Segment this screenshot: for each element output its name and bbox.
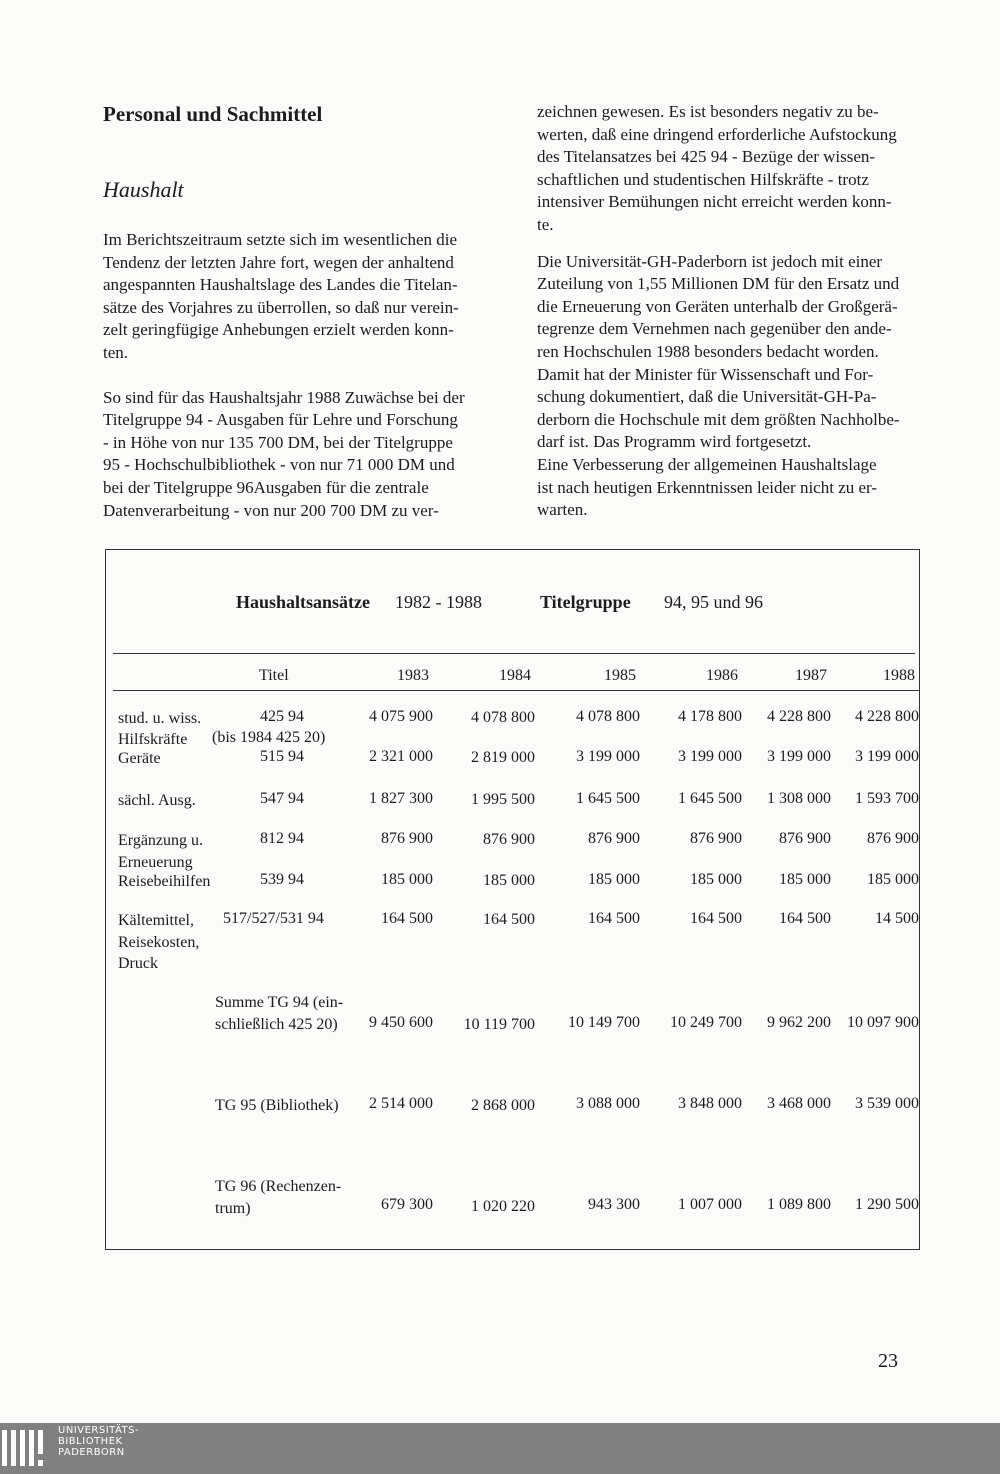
row-titel: 812 94 [260, 830, 304, 847]
table-cell-value: 4 075 900 [369, 708, 433, 725]
table-rule-header [113, 690, 919, 691]
summary-cell-value: 10 249 700 [670, 1014, 742, 1031]
column-header-year: 1985 [604, 667, 636, 684]
table-cell-value: 185 000 [779, 871, 831, 888]
summary-cell-value: 3 088 000 [576, 1095, 640, 1112]
table-cell-value: 3 199 000 [767, 748, 831, 765]
summary-cell-value: 1 020 220 [471, 1198, 535, 1215]
table-cell-value: 185 000 [381, 871, 433, 888]
table-cell-value: 164 500 [779, 910, 831, 927]
column-header-year: 1987 [795, 667, 827, 684]
table-cell-value: 14 500 [875, 910, 919, 927]
table-cell-value: 4 078 800 [576, 708, 640, 725]
table-cell-value: 1 645 500 [576, 790, 640, 807]
subsection-heading: Haushalt [103, 177, 184, 202]
paragraph: Die Universität-GH-Paderborn ist jedoch mit einer Zuteilung von 1,55 Millionen DM für den Ersatz und die Erneuerung von Geräten unterhalb der Großgerä- tegrenze dem Vernehmen nach gegenüber den ande- ren Hochschulen 1988 besonders bedacht worden. Damit hat der Minister für Wissenschaft und For- schung dokumentiert, daß die Universität-GH-Pa- derborn die Hochschule mit dem größten Nachholbe- darf ist. Das Programm wird fortgesetzt. Eine Verbesserung der allgemeinen Haushaltslage ist nach heutigen Erkenntnissen leider nicht zu er- warten. [537, 251, 900, 520]
table-cell-value: 876 900 [867, 830, 919, 847]
column-header-year: 1984 [499, 667, 531, 684]
summary-row-label: Summe TG 94 (ein- schließlich 425 20) [215, 994, 344, 1033]
row-label: Hilfskräfte [118, 731, 188, 748]
summary-cell-value: 1 007 000 [678, 1196, 742, 1213]
paragraph: Im Berichtszeitraum setzte sich im wesentlichen die Tendenz der letzten Jahre fort, wegen der anhaltend angespannten Haushaltslage des Landes die Titelan- sätze des Vorjahres zu überrollen, so daß nur verein- zelt geringfügige Anhebungen erzielt werden konn- ten. [103, 230, 459, 362]
row-titel: 539 94 [260, 871, 304, 888]
row-titel: 547 94 [260, 790, 304, 807]
table-rule-top [113, 653, 915, 654]
table-cell-value: 1 827 300 [369, 790, 433, 807]
table-cell-value: 164 500 [690, 910, 742, 927]
row-label: sächl. Ausg. [118, 792, 196, 809]
table-cell-value: 876 900 [381, 830, 433, 847]
table-cell-value: 185 000 [588, 871, 640, 888]
summary-cell-value: 1 290 500 [855, 1196, 919, 1213]
table-cell-value: 4 078 800 [471, 709, 535, 726]
library-name: UNIVERSITÄTS- BIBLIOTHEK PADERBORN [58, 1425, 140, 1458]
summary-cell-value: 3 468 000 [767, 1095, 831, 1112]
table-cell-value: 1 308 000 [767, 790, 831, 807]
table-cell-value: 1 995 500 [471, 791, 535, 808]
library-footer-bar [0, 1423, 1000, 1474]
table-cell-value: 164 500 [381, 910, 433, 927]
page-number: 23 [878, 1350, 898, 1372]
row-titel: 425 94 [260, 708, 304, 725]
summary-cell-value: 679 300 [381, 1196, 433, 1213]
summary-cell-value: 10 119 700 [463, 1016, 535, 1033]
table-cell-value: 2 321 000 [369, 748, 433, 765]
table-cell-value: 2 819 000 [471, 749, 535, 766]
row-titel: 517/527/531 94 [223, 910, 324, 927]
table-title-group: Titelgruppe [540, 592, 631, 612]
column-header-year: 1988 [883, 667, 915, 684]
summary-cell-value: 2 514 000 [369, 1095, 433, 1112]
summary-cell-value: 10 149 700 [568, 1014, 640, 1031]
table-title-years: 1982 - 1988 [395, 592, 482, 612]
table-cell-value: 876 900 [483, 831, 535, 848]
table-cell-value: 4 228 800 [855, 708, 919, 725]
table-cell-value: 1 593 700 [855, 790, 919, 807]
row-label: Geräte [118, 750, 161, 767]
budget-table-frame [105, 549, 920, 1250]
summary-cell-value: 2 868 000 [471, 1097, 535, 1114]
paragraph: zeichnen gewesen. Es ist besonders negativ zu be- werten, daß eine dringend erforderliche Aufstockung des Titelansatzes bei 425 94 - Bezüge der wissen- schaftlichen und studentischen Hilfskräfte - trotz intensiver Bemühungen nicht erreicht werden konn- te. [537, 102, 897, 234]
row-label: Ergänzung u. Erneuerung [118, 832, 204, 871]
row-titel: 515 94 [260, 748, 304, 765]
summary-cell-value: 3 848 000 [678, 1095, 742, 1112]
table-cell-value: 876 900 [779, 830, 831, 847]
section-heading: Personal und Sachmittel [103, 102, 323, 126]
summary-row-label: TG 96 (Rechenzen- trum) [215, 1178, 342, 1217]
column-header-titel: Titel [259, 667, 289, 684]
table-title-group-values: 94, 95 und 96 [664, 592, 763, 612]
table-cell-value: 4 178 800 [678, 708, 742, 725]
table-cell-value: 1 645 500 [678, 790, 742, 807]
column-header-year: 1983 [397, 667, 429, 684]
table-cell-value: 876 900 [690, 830, 742, 847]
summary-cell-value: 10 097 900 [847, 1014, 919, 1031]
summary-cell-value: 3 539 000 [855, 1095, 919, 1112]
table-cell-value: 185 000 [483, 872, 535, 889]
right-text-column [537, 101, 924, 522]
summary-cell-value: 9 450 600 [369, 1014, 433, 1031]
table-cell-value: 4 228 800 [767, 708, 831, 725]
summary-cell-value: 1 089 800 [767, 1196, 831, 1213]
summary-cell-value: 9 962 200 [767, 1014, 831, 1031]
table-cell-value: 164 500 [588, 910, 640, 927]
table-cell-value: 3 199 000 [678, 748, 742, 765]
row-label: Kältemittel, Reisekosten, Druck [118, 912, 200, 972]
table-cell-value: 876 900 [588, 830, 640, 847]
summary-cell-value: 943 300 [588, 1196, 640, 1213]
summary-row-label: TG 95 (Bibliothek) [215, 1097, 339, 1114]
table-title: Haushaltsansätze [236, 592, 371, 612]
table-cell-value: 185 000 [690, 871, 742, 888]
table-cell-value: 3 199 000 [855, 748, 919, 765]
row-label: stud. u. wiss. [118, 710, 202, 727]
table-cell-value: 185 000 [867, 871, 919, 888]
table-cell-value: 164 500 [483, 911, 535, 928]
column-header-year: 1986 [706, 667, 738, 684]
paragraph: So sind für das Haushaltsjahr 1988 Zuwächse bei der Titelgruppe 94 - Ausgaben für Lehre und Forschung - in Höhe von nur 135 700 DM, bei der Titelgruppe 95 - Hochschulbibliothek - von nur 71 000 DM und bei der Titelgruppe 96Ausgaben für die zentrale Datenverarbeitung - von nur 200 700 DM zu ver- [103, 387, 465, 520]
row-label: Reisebeihilfen [118, 873, 211, 890]
left-text-column [103, 229, 491, 522]
row-titel: (bis 1984 425 20) [212, 729, 326, 746]
table-cell-value: 3 199 000 [576, 748, 640, 765]
